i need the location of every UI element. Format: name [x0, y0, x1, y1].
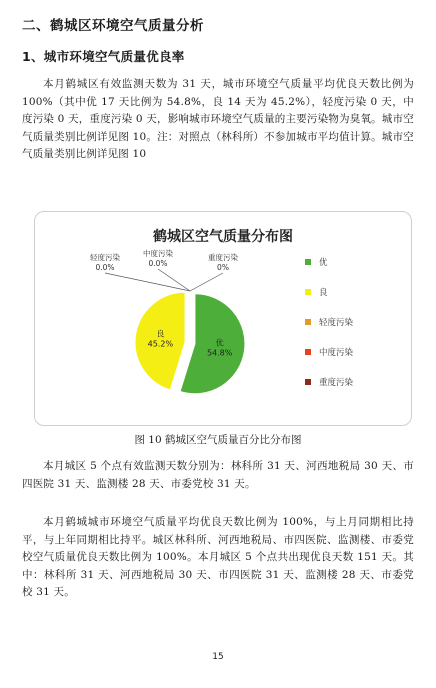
section-heading: 二、鹤城区环境空气质量分析: [22, 18, 204, 34]
pie-label-0: 优 54.8%: [206, 338, 233, 358]
callout-label-0: 轻度污染 0.0%: [90, 253, 120, 272]
pie-chart-panel: [34, 211, 412, 426]
paragraph-good-days: 本月鹤城城市环境空气质量平均优良天数比例为 100%，与上月同期相比持平，与上年同期相比持平。城区林科所、河西地税局、市四医院、监测楼、市委党校空气质量优良天数比例为 100%。本月城区 5 个点共出现优良天数 151 天。其中：林科所 31 天、河西地税局 30 天、市四医院 31 天、监测楼 28 天、市委党校 31 天。: [22, 516, 414, 598]
legend-label: 中度污染: [319, 348, 354, 358]
paragraph-summary: 本月鹤城区有效监测天数为 31 天，城市环境空气质量平均优良天数比例为 100%（其中优 17 天比例为 54.8%，良 14 天为 45.2%），轻度污染 0 天，中度污染 0 天，重度污染 0 天，影响城市环境空气质量的主要污染物为臭氧。城市空气质量类别比例详见图 10。注：对照点（林科所）不参加城市平均值计算。城市空气质量类别比例详见图 10: [22, 78, 414, 160]
pie-chart: [35, 212, 411, 425]
page-number: 15: [212, 652, 224, 662]
chart-title: 鹤城区空气质量分布图: [153, 229, 293, 245]
legend-swatch: [305, 379, 311, 385]
pie-slice-0: [180, 294, 245, 394]
callout-label-1: 中度污染 0.0%: [143, 249, 173, 268]
legend-swatch: [305, 289, 311, 295]
legend-label: 重度污染: [319, 378, 354, 388]
legend-swatch: [305, 259, 311, 265]
legend-label: 优: [319, 258, 328, 268]
callout-label-2: 重度污染 0%: [208, 253, 238, 272]
legend-label: 轻度污染: [319, 318, 354, 328]
legend-label: 良: [319, 288, 328, 298]
paragraph-monitoring-days: 本月城区 5 个点有效监测天数分别为：林科所 31 天、河西地税局 30 天、市四医院 31 天、监测楼 28 天、市委党校 31 天。: [22, 460, 414, 490]
legend-swatch: [305, 349, 311, 355]
legend-swatch: [305, 319, 311, 325]
figure-caption: 图 10 鹤城区空气质量百分比分布图: [134, 434, 302, 446]
callout-line-2: [190, 273, 223, 291]
subsection-heading: 1、城市环境空气质量优良率: [22, 49, 185, 64]
pie-label-1: 良 45.2%: [147, 329, 174, 349]
